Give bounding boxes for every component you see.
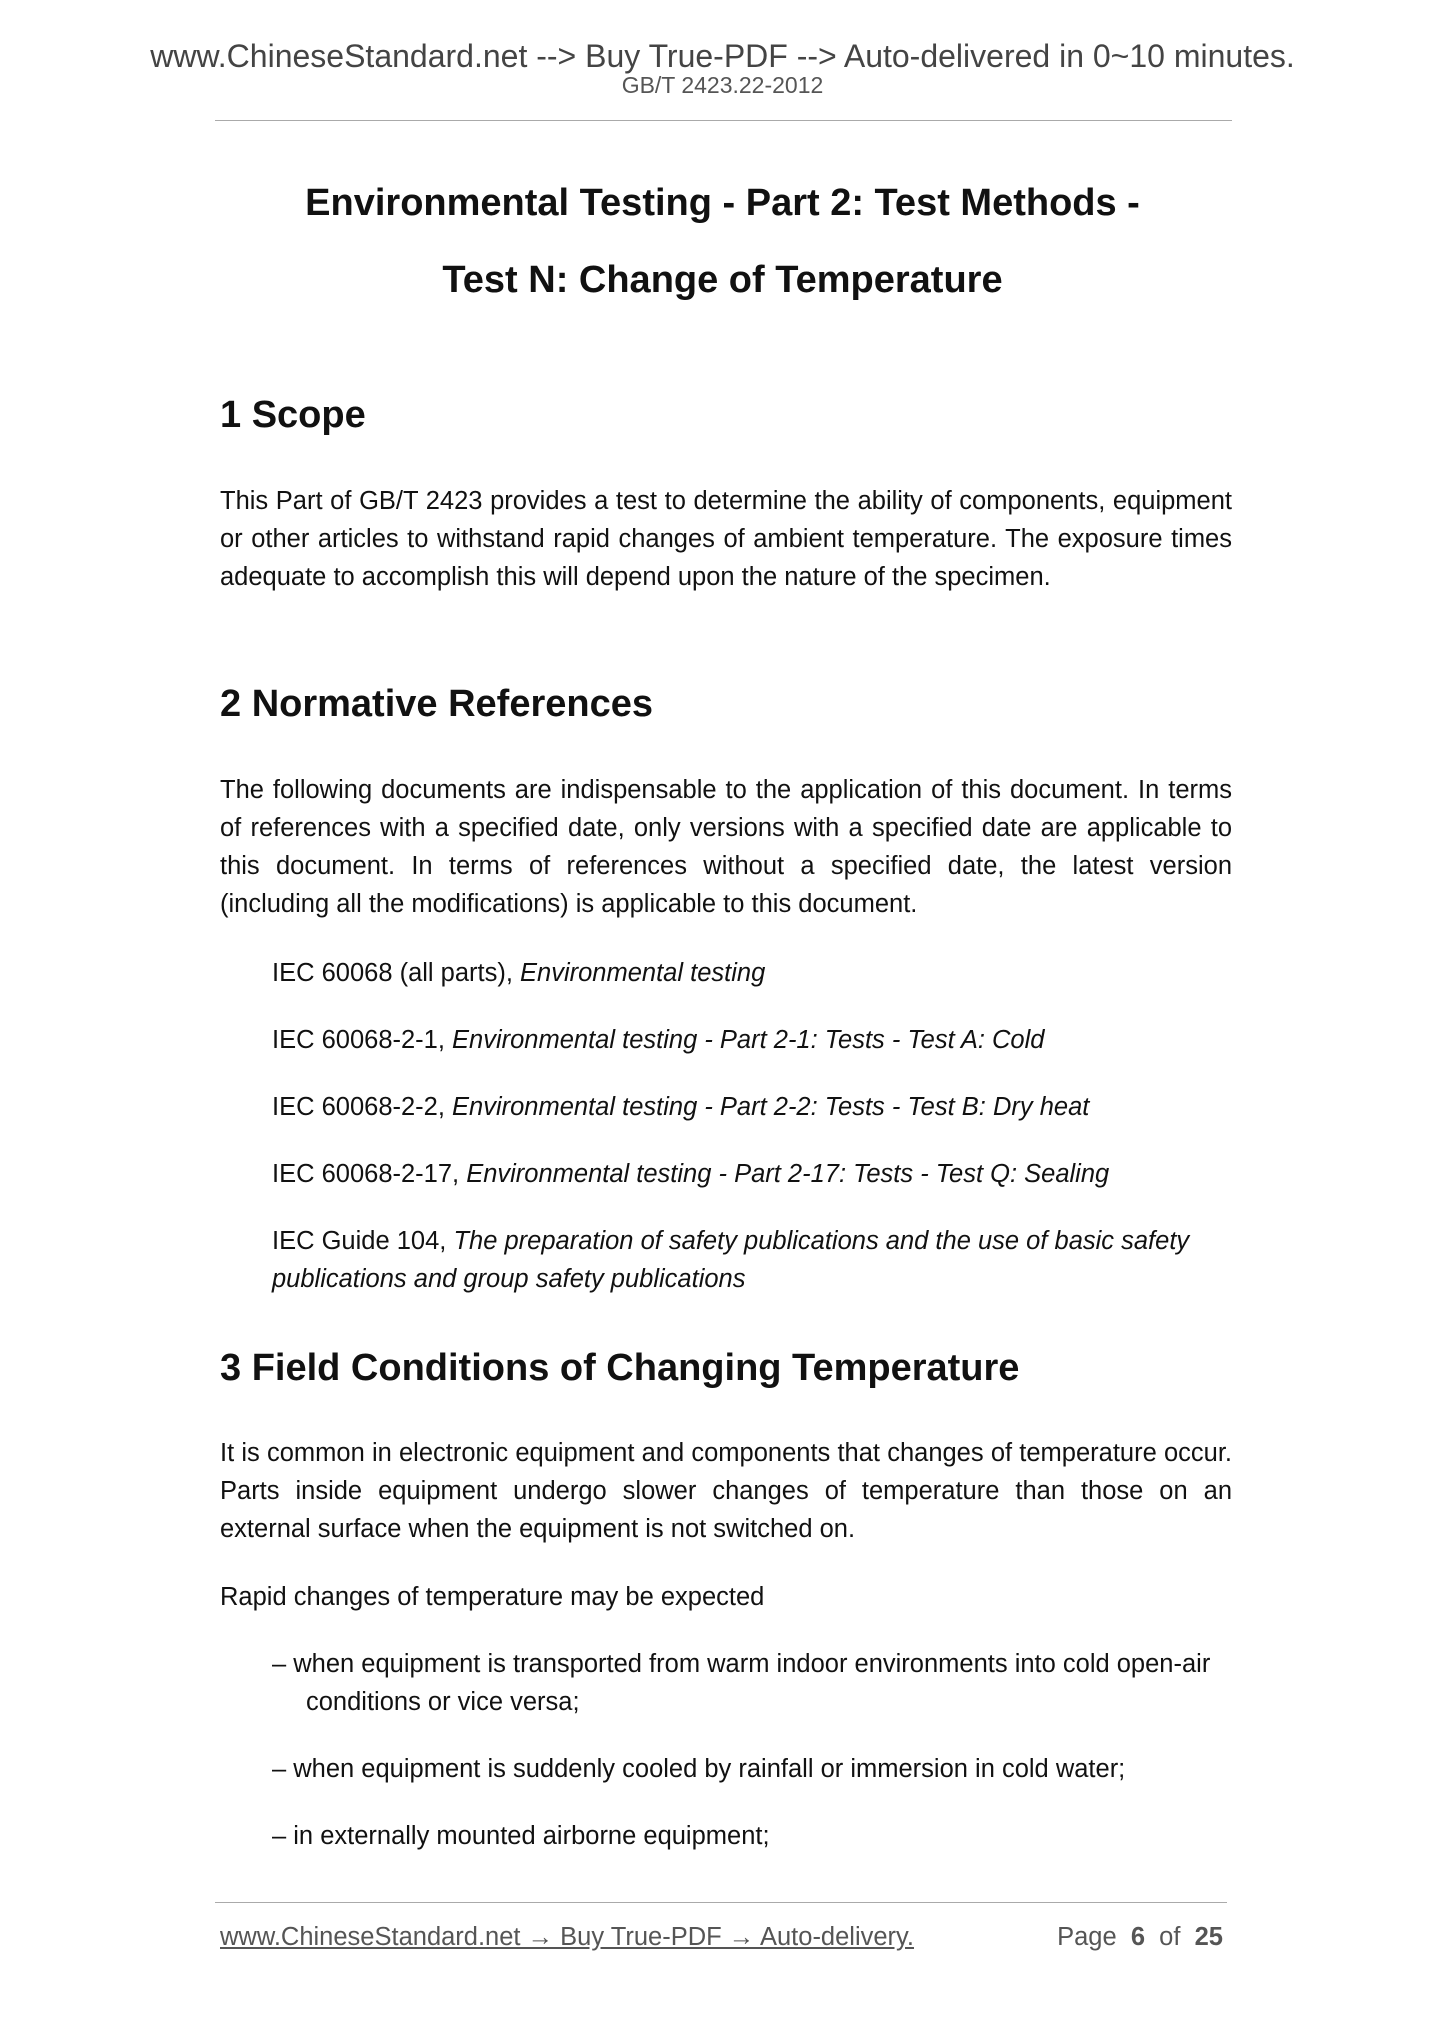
reference-item [272,1222,1234,1298]
reference-item [272,954,1234,992]
page-indicator [1057,1923,1223,1951]
reference-code: IEC 60068-2-2, [272,1093,453,1121]
reference-code: IEC 60068 (all parts), [272,959,521,987]
scope-paragraph: This Part of GB/T 2423 provides a test to determine the ability of components, equipment or other articles to withstand rapid changes of ambient temperature. The exposure times adequate to accomplish this will depend upon the nature of the specimen. [220,487,1232,591]
reference-code: IEC 60068-2-1, [272,1026,453,1054]
section-heading-normative-references: 2 Normative References [220,683,653,725]
reference-title: Environmental testing - Part 2-17: Tests - Test Q: Sealing [466,1160,1110,1188]
list-item: – when equipment is suddenly cooled by rainfall or immersion in cold water; [272,1755,1126,1783]
normative-paragraph: The following documents are indispensable to the application of this document. In terms of references with a specified date, only versions with a specified date are applicable to this document. In terms of references without a specified date, the latest version (including all the modifications) is applicable to this document. [220,776,1232,918]
reference-code: IEC Guide 104, [272,1227,454,1255]
section-heading-field-conditions: 3 Field Conditions of Changing Temperature [220,1347,1020,1389]
page-label: Page [1057,1923,1117,1951]
reference-code: IEC 60068-2-17, [272,1160,467,1188]
document-title-line-2: Test N: Change of Temperature [442,259,1003,301]
list-item: – in externally mounted airborne equipment; [272,1822,770,1850]
field-conditions-intro: Rapid changes of temperature may be expected [220,1583,765,1611]
current-page: 6 [1130,1923,1145,1951]
reference-item [272,1021,1234,1059]
header-divider [215,120,1232,121]
footer-divider [215,1902,1227,1903]
section-heading-scope: 1 Scope [220,394,366,436]
reference-title: Environmental testing - Part 2-2: Tests - Test B: Dry heat [452,1093,1090,1121]
total-pages: 25 [1194,1923,1223,1951]
list-item: – when equipment is transported from warm indoor environments into cold open-air conditions or vice versa; [272,1650,1211,1716]
page-of-label: of [1159,1923,1181,1951]
top-banner: www.ChineseStandard.net --> Buy True-PDF --> Auto-delivered in 0~10 minutes. [150,38,1295,74]
field-conditions-paragraph: It is common in electronic equipment and components that changes of temperature occur. Parts inside equipment undergo slower changes of temperature than those on an external surface when the equipment is not switched on. [220,1439,1232,1543]
reference-title: Environmental testing [520,959,766,987]
reference-title: Environmental testing - Part 2-1: Tests - Test A: Cold [452,1026,1045,1054]
reference-item [272,1088,1234,1126]
footer-link[interactable]: www.ChineseStandard.net → Buy True-PDF → Auto-delivery. [220,1923,914,1951]
document-title-line-1: Environmental Testing - Part 2: Test Methods - [305,182,1140,224]
standard-number: GB/T 2423.22-2012 [621,72,824,98]
reference-item [272,1155,1234,1193]
reference-title: The preparation of safety publications and the use of basic safety publications and group safety publications [272,1227,1190,1293]
